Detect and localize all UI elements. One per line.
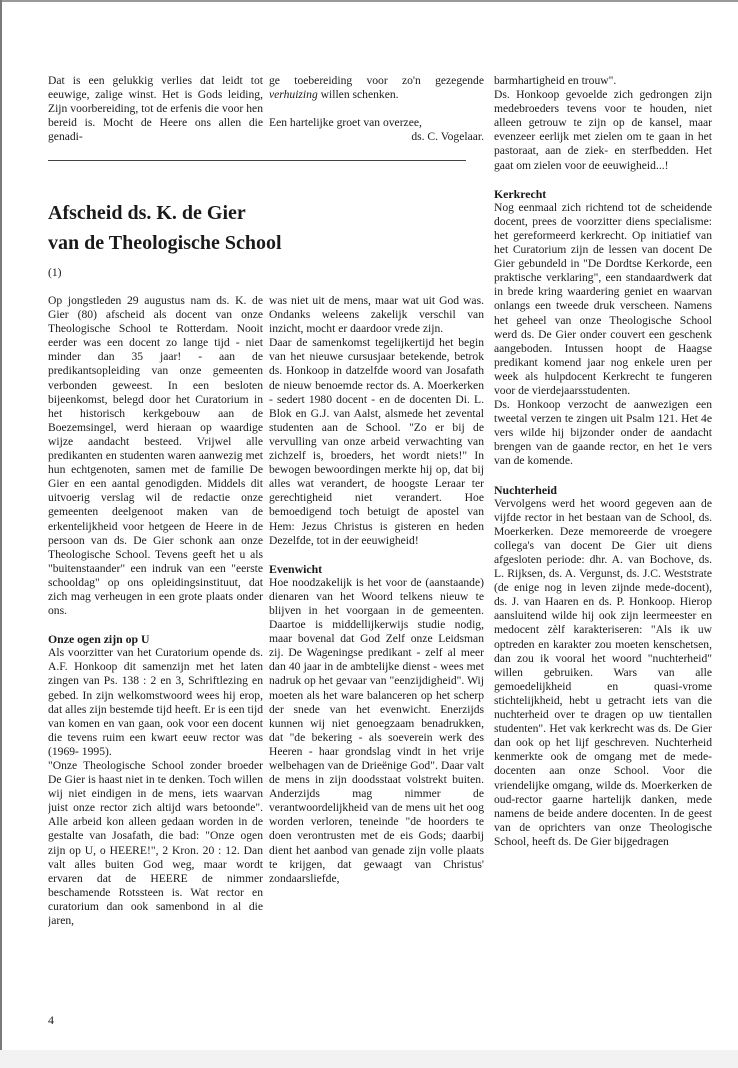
paragraph: was niet uit de mens, maar wat uit God was. Ondanks weleens zakelijk verschil van inzicht, mocht er daardoor vrede zijn. (269, 294, 484, 336)
page-number: 4 (48, 1013, 54, 1027)
paragraph: Hoe noodzakelijk is het voor de (aanstaande) dienaren van het Woord telkens nieuw te blijven in het voorgaan in de gemeenten. Daartoe is middellijkerwijs studie nodig, maar bovenal dat God Zelf onze Leidsman zij. De Wageningse predikant - zelf al meer dan 40 jaar in de ambtelijke dienst - wees met nadruk op het gevaar van "eenzijdigheid". Wij moeten als het ware balanceren op het scherp der snede van het evenwicht. Enerzijds kunnen wij niet genoegzaam benadrukken, dat "de bekering - als soeverein werk des Heeren - haar grondslag vindt in het vrije welbehagen van de Drieënige God". Daar valt de mens in zijn doodsstaat volstrekt buiten. Anderzijds mag nimmer de verantwoordelijkheid van de mens uit het oog worden verloren, teneinde "de hoorders te doen verontrusten met de eis Gods; daarbij dient het aanbod van genade zijn volle plaats te krijgen, dat gewaagt van Christus' zondaarsliefde, (269, 575, 484, 885)
subheading: Onze ogen zijn op U (48, 632, 150, 647)
article-column-3 (494, 74, 712, 1010)
continued-paragraph-end: ge toebereiding voor zo'n gezegende verhuizing willen schenken. (269, 74, 484, 102)
article-part-number: (1) (48, 266, 62, 279)
subheading: Kerkrecht (494, 186, 547, 201)
signature: ds. C. Vogelaar. (411, 130, 484, 144)
page-left-edge (0, 0, 2, 1068)
paragraph: Op jongstleden 29 augustus nam ds. K. de Gier (80) afscheid als docent van onze Theologische School te Rotterdam. Nooit eerder was een docent zo lange tijd - niet minder dan 35 jaar! - aan de predikantsopleiding van onze gemeenten verbonden geweest. In een besloten bijeenkomst, belegd door het Curatorium in het historisch kerkgebouw aan de Boezemsingel, werd hieraan op waardige wijze aandacht besteed. Vrijwel alle predikanten en studenten waren aanwezig met hun echtgenoten, samen met de familie De Gier en een aantal genodigden. Middels dit uitvoerig verslag wil de redactie onze gemeenten deelgenoot maken van de erkentelijkheid voor hetgeen de Heere in de persoon van ds. De Gier schonk aan onze Theologische School. Tevens geeft het u als "buitenstaander" een indruk van een "eerste schooldag" op ons opleidingsinstituut, dat zich mag verheugen in een grote plaats onder ons. (48, 294, 263, 618)
greeting: Een hartelijke groet van overzee, (269, 116, 422, 130)
page-top-edge (0, 0, 738, 2)
article-column-2 (269, 294, 484, 1010)
continued-text-col2 (269, 74, 484, 144)
section-divider (48, 160, 466, 161)
paragraph: barmhartigheid en trouw". (494, 74, 617, 87)
paragraph: Ds. Honkoop verzocht de aanwezigen een tweetal verzen te zingen uit Psalm 121. Het 4e vers wilde hij bijzonder onder de aandacht brengen van de gaande rector, en het 1e vers van de komende. (494, 398, 712, 468)
paragraph: Als voorzitter van het Curatorium opende ds. A.F. Honkoop dit samenzijn met het laten zingen van Ps. 138 : 2 en 3, Schriftlezing en gebed. In zijn welkomstwoord wees hij erop, dat alles zijn bestemde tijd heeft. Er is een tijd van komen en van gaan, ook voor een docent die tevens ruim een kwart eeuw rector was (1969- 1995). (48, 646, 263, 758)
paragraph: Nog eenmaal zich richtend tot de scheidende docent, prees de voorzitter diens specialisme: het gereformeerd kerkrecht. Op initiatief van het Curatorium zijn de lessen van docent De Gier gebundeld in "De Dordtse Kerkorde, een praktische verklaring", een standaardwerk dat in brede kring waardering geniet en waarvan onlangs een tweede druk verscheen. Namens het geheel van onze Theologische School werd ds. De Gier onder couvert een geschenk aangeboden. Intussen hoopt de Haagse predikant komend jaar nog enkele uren per week als hulpdocent Kerkrecht te fungeren voor de vierdejaarsstudenten. (494, 200, 712, 397)
paragraph: Ds. Honkoop gevoelde zich gedrongen zijn medebroeders tevens voor te houden, niet alleen getrouw te zijn op de kansel, maar evenzeer eerlijk met zielen om te gaan in het pastoraat, aan de ziek- en sterfbedden. Het gaat om zielen voor de eeuwigheid...! (494, 88, 712, 172)
subheading: Evenwicht (269, 561, 323, 576)
paragraph: "Onze Theologische School zonder broeder De Gier is haast niet in te denken. Toch willen wij niet eindigen in de mens, iets waarvan juist onze rector zich altijd wars betoonde". Alle arbeid kon alleen gedaan worden in de gestalte van Josafath, die bad: "Onze ogen zijn op U, o HEERE!", 2 Kron. 20 : 12. Dan valt alles buiten God weg, maar wordt ervaren dat de HEERE de nimmer beschamende Rotssteen is. Wat rector en curatorium dan ook samenbond in al die jaren, (48, 759, 263, 928)
paragraph: Daar de samenkomst tegelijkertijd het begin van het nieuwe cursusjaar betekende, betrok ds. Honkoop in datzelfde woord van Josafath de nieuw benoemde rector ds. A. Moerkerken - sedert 1980 docent - en de docenten Di. L. Blok en G.J. van Aalst, alsmede het zevental studenten aan de School. "Zo er bij de vervulling van onze arbeid verwachting van zichzelf is, broeders, het wordt niets!" In bewogen bewoordingen merkte hij op, dat bij alles wat verandert, de hoogste Leraar ter gerechtigheid niet verandert. Hoe bemoedigend toch betuigt de apostel van Hem: Jezus Christus is gisteren en heden Dezelfde, tot in der eeuwigheid! (269, 336, 484, 547)
article-title: Afscheid ds. K. de Gier van de Theologische School (48, 202, 282, 254)
article-column-1 (48, 294, 263, 1010)
page-bottom-margin (0, 1050, 738, 1068)
paragraph: Vervolgens werd het woord gegeven aan de vijfde rector in het bestaan van de School, ds. Moerkerken. Deze memoreerde de vroegere collega's van docent De Gier uit diens afgesloten periode: dhr. A. van Bochove, ds. L. Rijksen, ds. A. Vergunst, ds. J.C. Weststrate (de enige nog in leven zijnde mede-docent), ds. J. van Haaren en ds. P. Honkoop. Hierop aansluitend wilde hij ook zijn leermeester en medocent zèlf karakteriseren: "Als ik uw optreden en karakter zou moeten kenschetsen, dan zou ik vooral het woord "nuchterheid" willen gebruiken. Wars van alle gemoedelijkheid en quasi-vrome stichtelijkheid, hebt u getracht iets van die nuchterheid over te dragen op uw tientallen studenten". Het vak kerkrecht was ds. De Gier dan ook op het lijf geschreven. Nuchterheid kenmerkte ook de omgang met de mede-docenten aan onze School. Voor die vriendelijke omgang, wilde ds. Moerkerken de oud-rector gaarne hartelijk danken, mede namens de beide andere docenten. In de geest van de oprichters van onze Theologische School, heeft ds. De Gier bijgedragen (494, 496, 712, 848)
continued-text-col1 (48, 74, 263, 144)
continued-paragraph: Dat is een gelukkig verlies dat leidt tot eeuwige, zalige winst. Het is Gods leiding, Zijn voorbereiding, tot de erfenis die voor hen bereid is. Mocht de Heere ons allen die genadi- (48, 74, 263, 144)
subheading: Nuchterheid (494, 482, 557, 497)
